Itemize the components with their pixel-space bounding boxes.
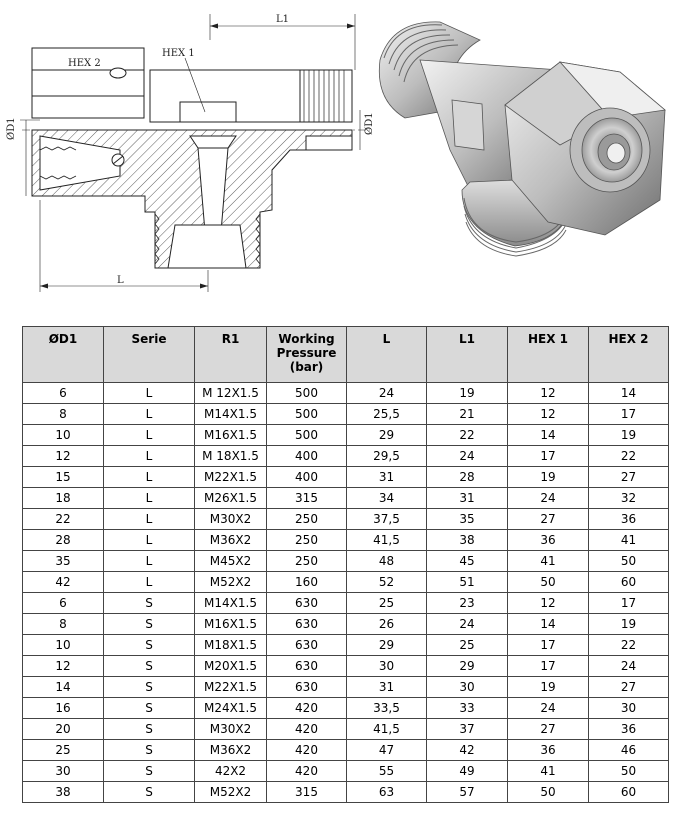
- cell-hex1: 27: [508, 719, 589, 740]
- fitting-3d-render: [379, 22, 665, 256]
- cell-serie: S: [104, 614, 195, 635]
- cell-l: 48: [347, 551, 427, 572]
- header-pressure-line-1: Working: [278, 332, 335, 346]
- cell-hex1: 36: [508, 530, 589, 551]
- cell-l1: 25: [427, 635, 508, 656]
- cell-serie: L: [104, 383, 195, 404]
- cell-hex2: 46: [589, 740, 669, 761]
- table-header-row: [23, 327, 669, 383]
- table-body: [23, 383, 669, 803]
- cell-l: 25,5: [347, 404, 427, 425]
- cell-l: 63: [347, 782, 427, 803]
- cell-hex1: 12: [508, 593, 589, 614]
- cell-pressure: 250: [267, 509, 347, 530]
- dim-hex1-label: HEX 1: [162, 48, 195, 59]
- cell-l1: 24: [427, 446, 508, 467]
- cell-l: 29: [347, 635, 427, 656]
- cell-l: 41,5: [347, 530, 427, 551]
- table-row: [23, 467, 669, 488]
- cell-d1: 28: [23, 530, 104, 551]
- section-view: [20, 14, 370, 292]
- cell-hex1: 36: [508, 740, 589, 761]
- cell-hex2: 30: [589, 698, 669, 719]
- table-row: [23, 551, 669, 572]
- cell-r1: M26X1.5: [195, 488, 267, 509]
- cell-l1: 23: [427, 593, 508, 614]
- cell-l: 33,5: [347, 698, 427, 719]
- cell-hex1: 50: [508, 782, 589, 803]
- cell-hex1: 12: [508, 404, 589, 425]
- cell-l: 26: [347, 614, 427, 635]
- cell-pressure: 420: [267, 698, 347, 719]
- cell-l1: 24: [427, 614, 508, 635]
- cell-l: 29: [347, 425, 427, 446]
- cell-pressure: 630: [267, 614, 347, 635]
- cell-hex2: 14: [589, 383, 669, 404]
- table-row: [23, 593, 669, 614]
- cell-l1: 29: [427, 656, 508, 677]
- cell-hex2: 60: [589, 782, 669, 803]
- cell-pressure: 420: [267, 740, 347, 761]
- cell-hex1: 27: [508, 509, 589, 530]
- cell-r1: M24X1.5: [195, 698, 267, 719]
- cell-hex1: 41: [508, 761, 589, 782]
- header-hex1: HEX 1: [508, 327, 589, 383]
- cell-pressure: 500: [267, 404, 347, 425]
- cell-r1: M18X1.5: [195, 635, 267, 656]
- cell-l1: 57: [427, 782, 508, 803]
- cell-serie: L: [104, 404, 195, 425]
- table-row: [23, 383, 669, 404]
- cell-hex2: 17: [589, 404, 669, 425]
- cell-serie: L: [104, 488, 195, 509]
- cell-hex1: 17: [508, 635, 589, 656]
- cell-hex1: 14: [508, 614, 589, 635]
- cell-pressure: 250: [267, 530, 347, 551]
- cell-l1: 22: [427, 425, 508, 446]
- cell-serie: L: [104, 467, 195, 488]
- cell-l1: 28: [427, 467, 508, 488]
- cell-r1: M 12X1.5: [195, 383, 267, 404]
- cell-serie: L: [104, 572, 195, 593]
- table-row: [23, 509, 669, 530]
- cell-hex1: 12: [508, 383, 589, 404]
- cell-r1: M30X2: [195, 509, 267, 530]
- cell-hex2: 36: [589, 719, 669, 740]
- header-r1: R1: [195, 327, 267, 383]
- cell-hex2: 22: [589, 635, 669, 656]
- table-row: [23, 614, 669, 635]
- dim-d1-left-label: ØD1: [6, 117, 17, 140]
- cell-pressure: 500: [267, 383, 347, 404]
- cell-serie: S: [104, 740, 195, 761]
- cell-r1: M16X1.5: [195, 614, 267, 635]
- cell-l: 52: [347, 572, 427, 593]
- cell-pressure: 500: [267, 425, 347, 446]
- cell-hex1: 41: [508, 551, 589, 572]
- tee-fitting-diagram: [0, 0, 674, 300]
- cell-serie: S: [104, 761, 195, 782]
- cell-pressure: 400: [267, 446, 347, 467]
- cell-r1: M36X2: [195, 740, 267, 761]
- cell-hex2: 27: [589, 677, 669, 698]
- table-row: [23, 488, 669, 509]
- cell-hex2: 27: [589, 467, 669, 488]
- cell-r1: M45X2: [195, 551, 267, 572]
- technical-drawing: [0, 0, 674, 300]
- cell-l1: 33: [427, 698, 508, 719]
- cell-hex1: 19: [508, 677, 589, 698]
- cell-hex2: 17: [589, 593, 669, 614]
- cell-serie: L: [104, 425, 195, 446]
- cell-serie: S: [104, 635, 195, 656]
- cell-d1: 22: [23, 509, 104, 530]
- cell-pressure: 400: [267, 467, 347, 488]
- cell-l1: 19: [427, 383, 508, 404]
- header-d1: ØD1: [23, 327, 104, 383]
- cell-l1: 45: [427, 551, 508, 572]
- cell-r1: M22X1.5: [195, 677, 267, 698]
- cell-l1: 31: [427, 488, 508, 509]
- cell-d1: 35: [23, 551, 104, 572]
- cell-d1: 14: [23, 677, 104, 698]
- cell-l1: 38: [427, 530, 508, 551]
- cell-r1: M52X2: [195, 572, 267, 593]
- cell-r1: 42X2: [195, 761, 267, 782]
- cell-pressure: 630: [267, 635, 347, 656]
- cell-pressure: 630: [267, 677, 347, 698]
- cell-pressure: 250: [267, 551, 347, 572]
- cell-hex1: 24: [508, 488, 589, 509]
- table-row: [23, 425, 669, 446]
- cell-r1: M14X1.5: [195, 404, 267, 425]
- cell-r1: M30X2: [195, 719, 267, 740]
- cell-d1: 8: [23, 614, 104, 635]
- cell-pressure: 160: [267, 572, 347, 593]
- header-working-pressure: [267, 327, 347, 383]
- cell-hex1: 17: [508, 656, 589, 677]
- cell-d1: 10: [23, 425, 104, 446]
- table-row: [23, 635, 669, 656]
- cell-r1: M36X2: [195, 530, 267, 551]
- cell-pressure: 630: [267, 593, 347, 614]
- cell-serie: S: [104, 677, 195, 698]
- cell-d1: 30: [23, 761, 104, 782]
- cell-d1: 6: [23, 383, 104, 404]
- cell-l: 25: [347, 593, 427, 614]
- cell-d1: 6: [23, 593, 104, 614]
- header-hex2: HEX 2: [589, 327, 669, 383]
- cell-d1: 12: [23, 446, 104, 467]
- cell-d1: 42: [23, 572, 104, 593]
- cell-l: 31: [347, 677, 427, 698]
- cell-hex1: 17: [508, 446, 589, 467]
- dim-d1-right-label: ØD1: [364, 112, 375, 135]
- cell-pressure: 420: [267, 719, 347, 740]
- table-row: [23, 656, 669, 677]
- cell-hex2: 19: [589, 614, 669, 635]
- cell-d1: 20: [23, 719, 104, 740]
- cell-serie: L: [104, 509, 195, 530]
- cell-l: 41,5: [347, 719, 427, 740]
- spec-table: [22, 326, 669, 803]
- table-row: [23, 782, 669, 803]
- cell-l: 29,5: [347, 446, 427, 467]
- cell-l: 47: [347, 740, 427, 761]
- cell-pressure: 315: [267, 488, 347, 509]
- cell-hex2: 32: [589, 488, 669, 509]
- dim-l-label: L: [117, 275, 124, 286]
- cell-l1: 21: [427, 404, 508, 425]
- cell-pressure: 315: [267, 782, 347, 803]
- table-row: [23, 719, 669, 740]
- header-pressure-line-3: (bar): [289, 360, 324, 374]
- cell-l1: 49: [427, 761, 508, 782]
- cell-r1: M 18X1.5: [195, 446, 267, 467]
- cell-hex1: 50: [508, 572, 589, 593]
- cell-pressure: 630: [267, 656, 347, 677]
- cell-d1: 10: [23, 635, 104, 656]
- table-row: [23, 761, 669, 782]
- cell-serie: L: [104, 551, 195, 572]
- cell-l1: 51: [427, 572, 508, 593]
- cell-serie: S: [104, 782, 195, 803]
- cell-hex2: 50: [589, 761, 669, 782]
- cell-l1: 37: [427, 719, 508, 740]
- cell-r1: M14X1.5: [195, 593, 267, 614]
- cell-hex1: 14: [508, 425, 589, 446]
- header-pressure-line-2: Pressure: [276, 346, 337, 360]
- cell-pressure: 420: [267, 761, 347, 782]
- header-l1: L1: [427, 327, 508, 383]
- cell-hex1: 19: [508, 467, 589, 488]
- cell-l1: 42: [427, 740, 508, 761]
- cell-r1: M16X1.5: [195, 425, 267, 446]
- table-row: [23, 446, 669, 467]
- cell-hex2: 50: [589, 551, 669, 572]
- cell-d1: 25: [23, 740, 104, 761]
- table-row: [23, 677, 669, 698]
- cell-hex2: 19: [589, 425, 669, 446]
- cell-hex1: 24: [508, 698, 589, 719]
- cell-serie: L: [104, 446, 195, 467]
- cell-l: 31: [347, 467, 427, 488]
- cell-d1: 8: [23, 404, 104, 425]
- cell-serie: S: [104, 656, 195, 677]
- cell-r1: M20X1.5: [195, 656, 267, 677]
- table-row: [23, 740, 669, 761]
- table-row: [23, 698, 669, 719]
- cell-d1: 38: [23, 782, 104, 803]
- cell-l: 37,5: [347, 509, 427, 530]
- cell-serie: S: [104, 719, 195, 740]
- cell-hex2: 22: [589, 446, 669, 467]
- cell-hex2: 24: [589, 656, 669, 677]
- table-row: [23, 404, 669, 425]
- cell-r1: M22X1.5: [195, 467, 267, 488]
- cell-hex2: 60: [589, 572, 669, 593]
- cell-d1: 15: [23, 467, 104, 488]
- cell-hex2: 36: [589, 509, 669, 530]
- cell-l: 24: [347, 383, 427, 404]
- cell-serie: S: [104, 698, 195, 719]
- cell-l: 55: [347, 761, 427, 782]
- cell-d1: 18: [23, 488, 104, 509]
- cell-d1: 16: [23, 698, 104, 719]
- cell-serie: S: [104, 593, 195, 614]
- dim-hex2-label: HEX 2: [68, 58, 101, 69]
- cell-l1: 35: [427, 509, 508, 530]
- cell-serie: L: [104, 530, 195, 551]
- table-row: [23, 530, 669, 551]
- cell-d1: 12: [23, 656, 104, 677]
- cell-l: 34: [347, 488, 427, 509]
- cell-hex2: 41: [589, 530, 669, 551]
- header-l: L: [347, 327, 427, 383]
- cell-l1: 30: [427, 677, 508, 698]
- header-serie: Serie: [104, 327, 195, 383]
- cell-r1: M52X2: [195, 782, 267, 803]
- table-row: [23, 572, 669, 593]
- cell-l: 30: [347, 656, 427, 677]
- dim-l1-label: L1: [276, 14, 290, 25]
